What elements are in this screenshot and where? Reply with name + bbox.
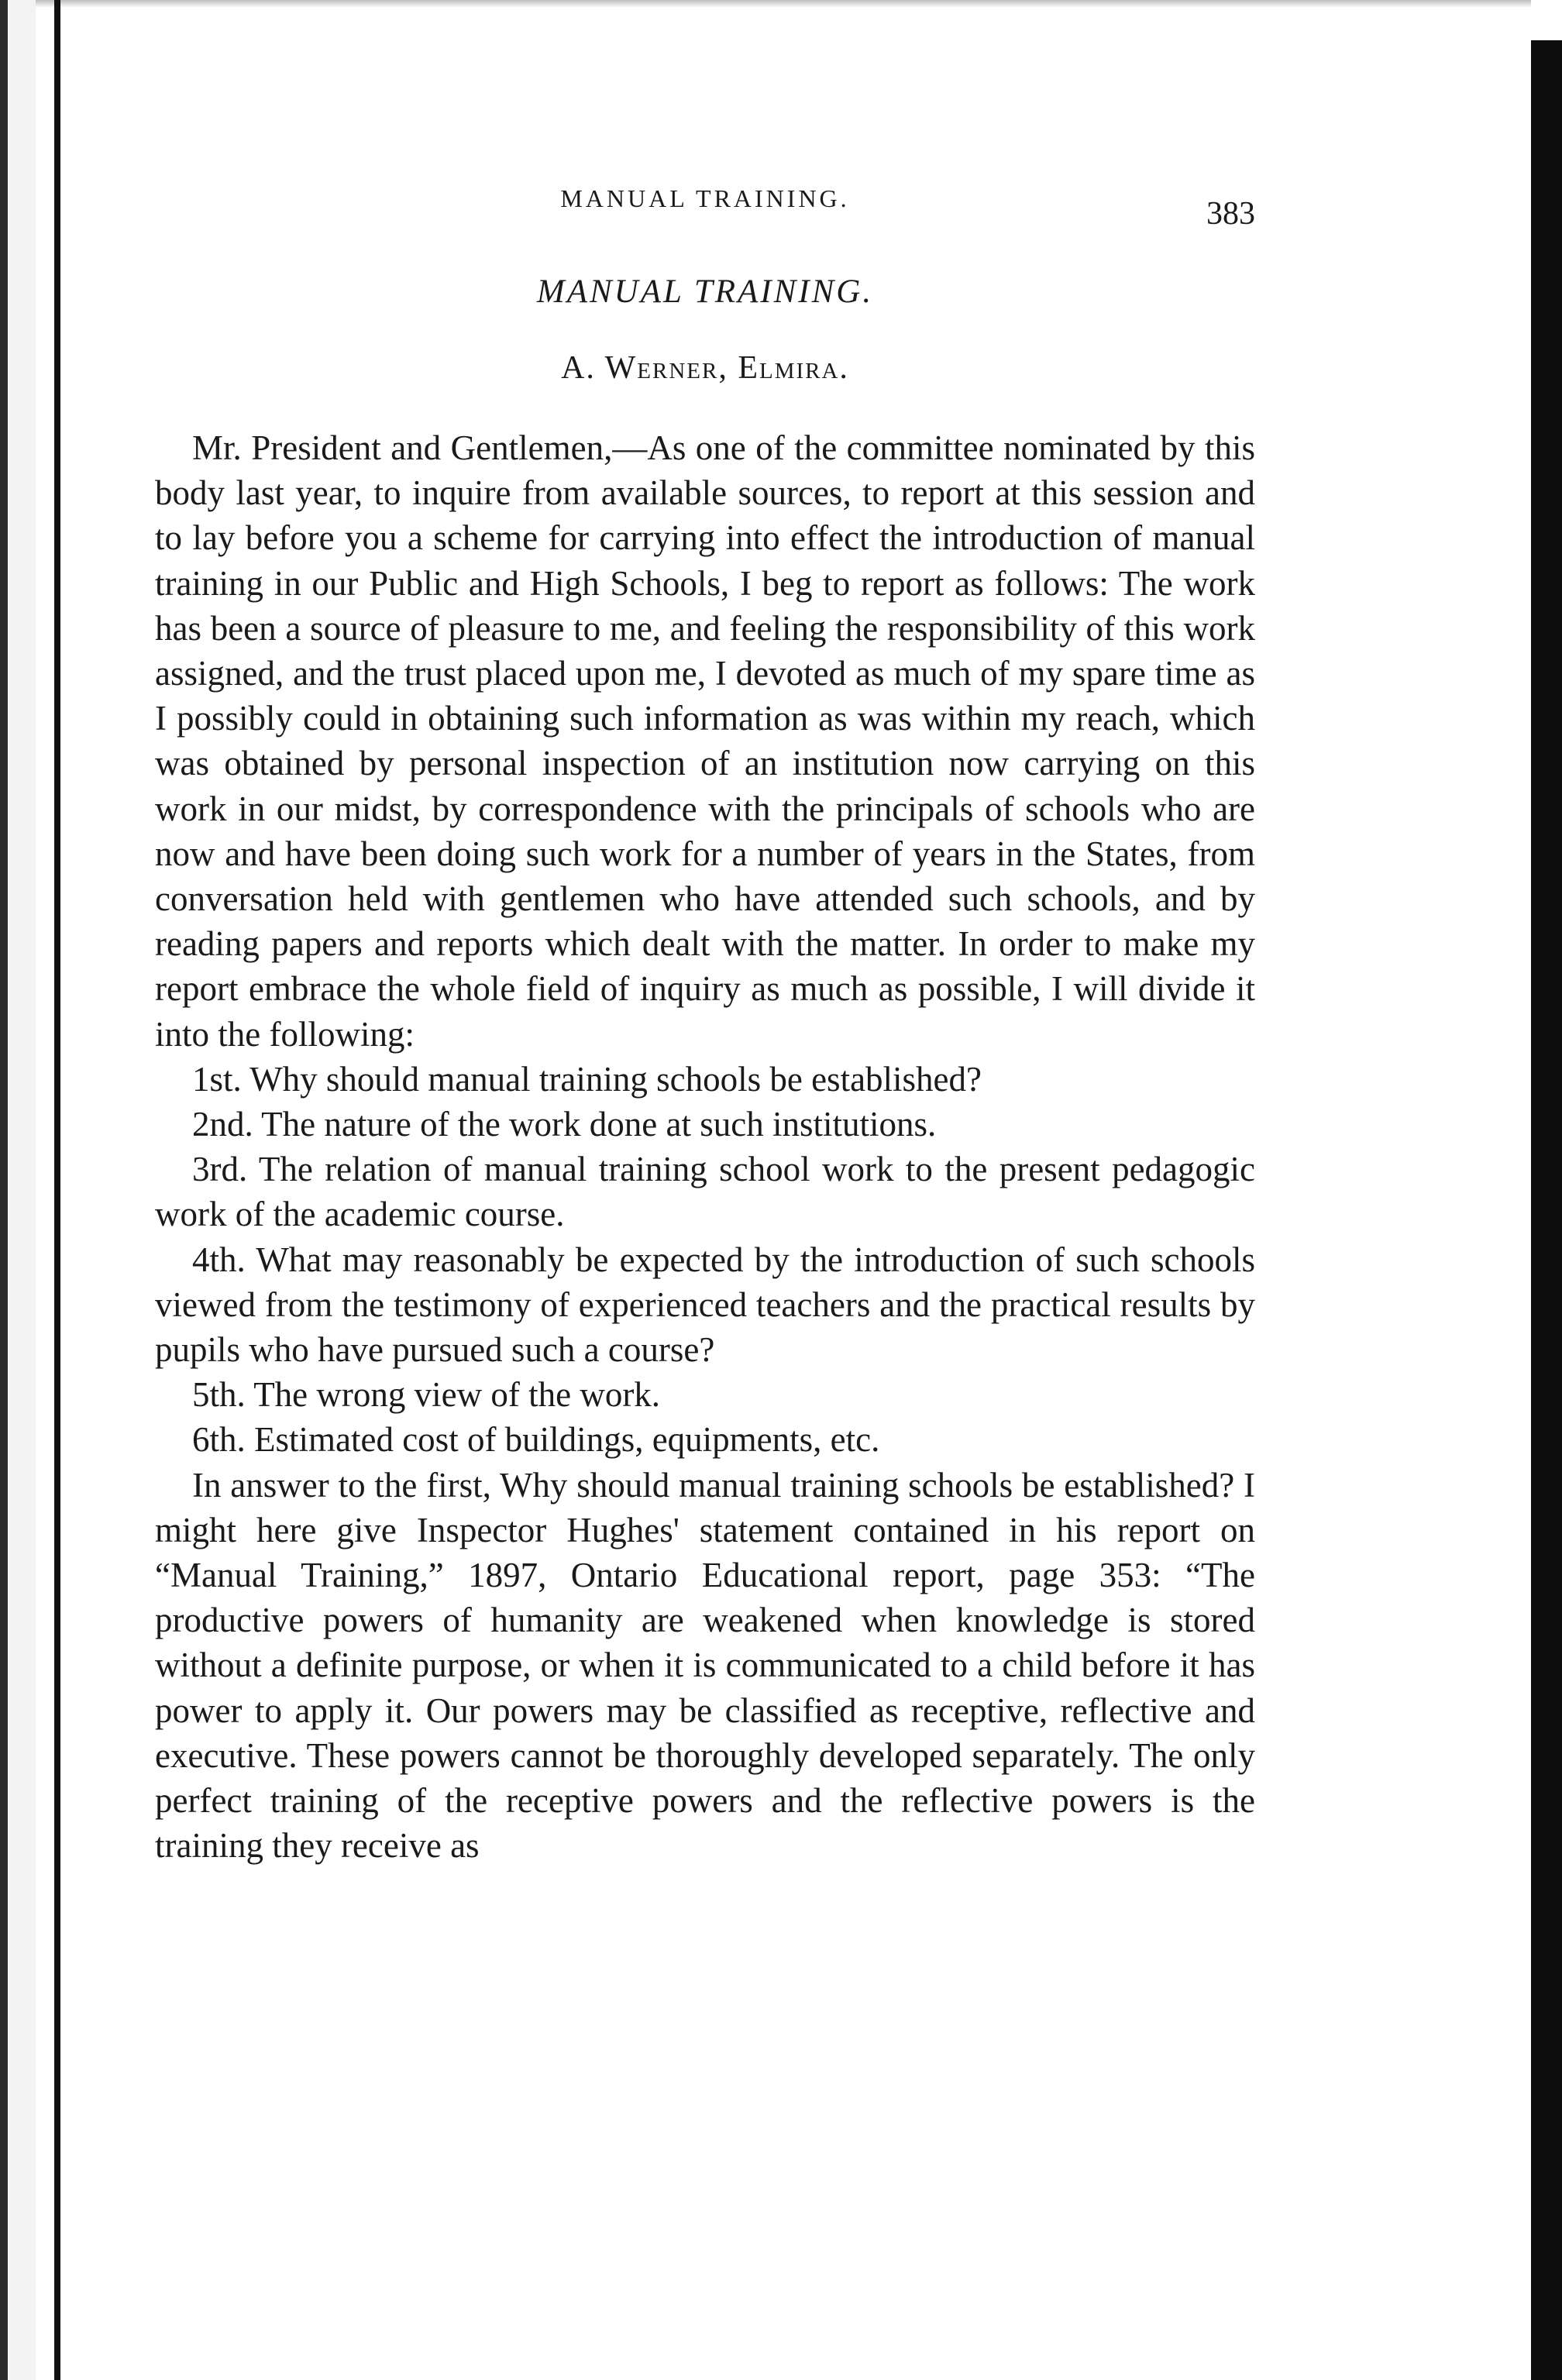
list-item-3rd: 3rd. The relation of manual training school work to the present pedagogic work of the academic course.: [155, 1150, 1255, 1234]
book-page: [155, 163, 1255, 1869]
list-item-2nd: 2nd. The nature of the work done at such institutions.: [192, 1105, 937, 1144]
list-item-5th: 5th. The wrong view of the work.: [192, 1375, 661, 1415]
paragraph-answer-first: In answer to the first, Why should manual training schools be established? I might here give Inspector Hughes' statement contained in his report on “Manual Training,” 1897, Ontario Educational report, page 353: “The productive powers of humanity are weakened when knowledge is stored without a definite purpose, or when it is communicated to a child before it has power to apply it. Our powers may be classified as receptive, reflective and executive. These powers cannot be thoroughly developed separately. The only perfect training of the receptive powers and the reflective powers is the training they receive as: [155, 1465, 1255, 1866]
scan-right-edge-top: [1531, 0, 1562, 40]
page-number: 383: [1206, 196, 1255, 232]
list-item-6th: 6th. Estimated cost of buildings, equipments, etc.: [192, 1420, 880, 1460]
paragraph-intro: Mr. President and Gentlemen,—As one of the committee nominated by this body last year, to inquire from available sources, to report at this session and to lay before you a scheme for carrying into effect the introduction of manual training in our Public and High Schools, I beg to report as follows: The work has been a source of pleasure to me, and feeling the responsibility of this work assigned, and the trust placed upon me, I devoted as much of my spare time as I possibly could in obtaining such information as was within my reach, which was obtained by personal inspection of an institution now carrying on this work in our midst, by correspondence with the principals of schools who are now and have been doing such work for a number of years in the States, from conversation held with gentlemen who have attended such schools, and by reading papers and reports which dealt with the matter. In order to make my report embrace the whole field of inquiry as much as possible, I will divide it into the following:: [155, 428, 1255, 1054]
scan-binding-line: [54, 0, 60, 2380]
scan-right-edge: [1531, 40, 1562, 2380]
running-head: [155, 163, 1255, 232]
article-title: MANUAL TRAINING.: [536, 273, 874, 310]
scan-top-edge: [0, 0, 1562, 8]
scan-binding-edge: [0, 0, 8, 2380]
running-title: MANUAL TRAINING.: [560, 184, 850, 212]
list-item-1st: 1st. Why should manual training schools be established?: [192, 1059, 982, 1099]
body-text: [155, 425, 1255, 1869]
scan-gutter: [8, 0, 36, 2380]
list-item-4th: 4th. What may reasonably be expected by the introduction of such schools viewed from the testimony of experienced teachers and the practical results by pupils who have pursued such a course?: [155, 1240, 1255, 1370]
article-author: A. Werner, Elmira.: [561, 350, 849, 386]
